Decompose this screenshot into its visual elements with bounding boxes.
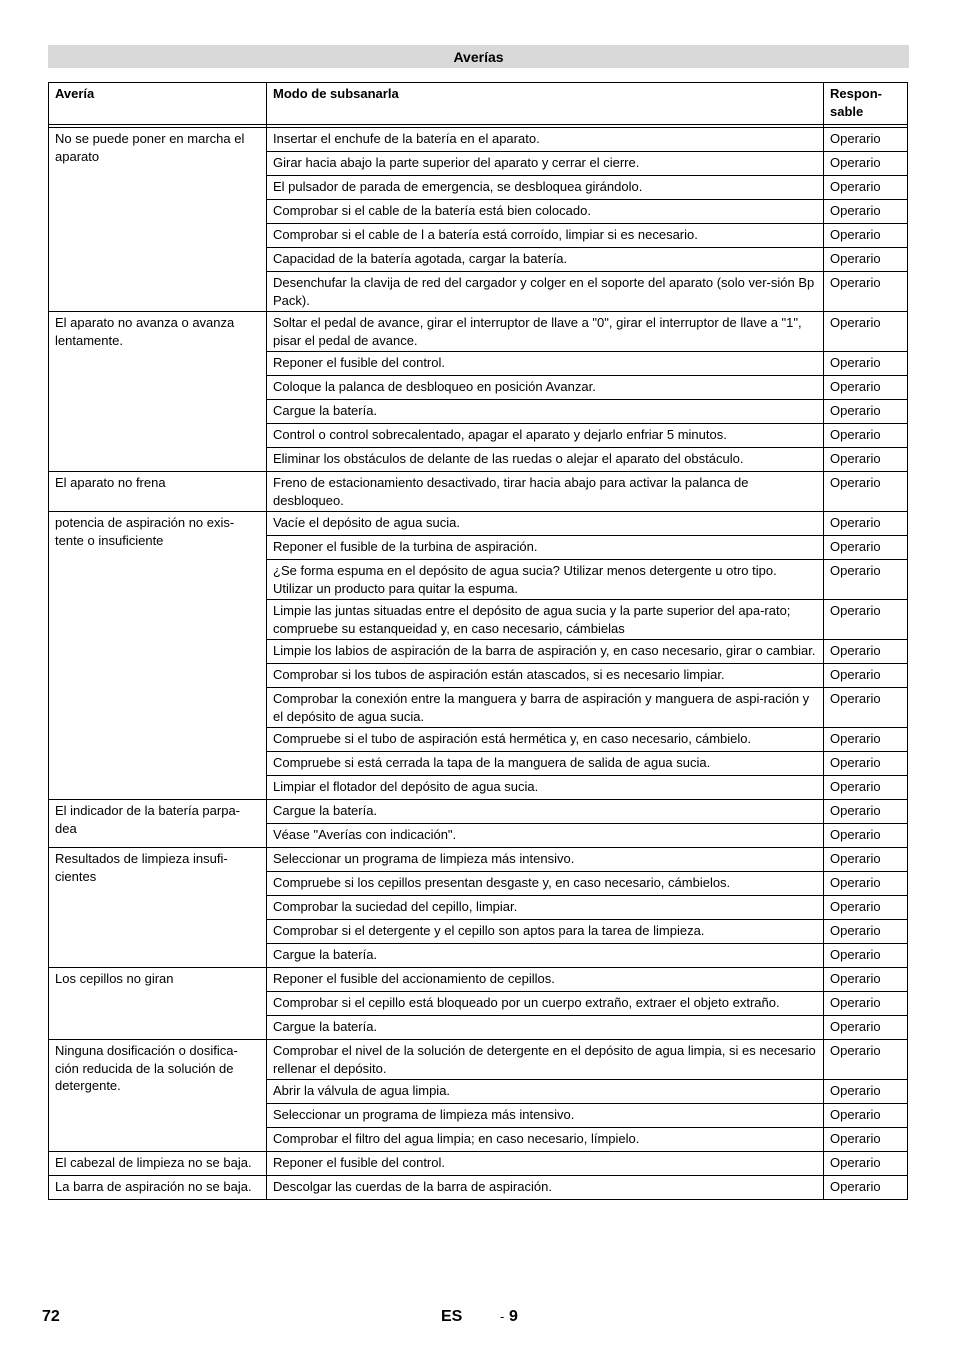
responsible-cell: Operario xyxy=(824,248,908,272)
remedy-cell: Desenchufar la clavija de red del cargador y colger en el soporte del aparato (solo ver-sión Bp Pack). xyxy=(267,272,824,312)
table-row xyxy=(49,1176,908,1200)
responsible-cell: Operario xyxy=(824,376,908,400)
language-code: ES xyxy=(441,1308,463,1325)
responsible-cell: Operario xyxy=(824,896,908,920)
remedy-cell: Coloque la palanca de desbloqueo en posición Avanzar. xyxy=(267,376,824,400)
responsible-cell: Operario xyxy=(824,1104,908,1128)
responsible-cell: Operario xyxy=(824,776,908,800)
remedy-cell: Control o control sobrecalentado, apagar el aparato y dejarlo enfriar 5 minutos. xyxy=(267,424,824,448)
table-row xyxy=(49,800,908,824)
faults-table-body xyxy=(49,128,908,1200)
fault-cell: El aparato no frena xyxy=(49,472,267,512)
fault-cell: Los cepillos no giran xyxy=(49,968,267,1040)
responsible-cell: Operario xyxy=(824,424,908,448)
responsible-cell: Operario xyxy=(824,824,908,848)
remedy-cell: Reponer el fusible del control. xyxy=(267,352,824,376)
responsible-cell: Operario xyxy=(824,688,908,728)
remedy-cell: Vacíe el depósito de agua sucia. xyxy=(267,512,824,536)
responsible-cell: Operario xyxy=(824,1176,908,1200)
responsible-cell: Operario xyxy=(824,352,908,376)
faults-table xyxy=(48,82,908,1200)
remedy-cell: Compruebe si el tubo de aspiración está hermética y, en caso necesario, cámbielo. xyxy=(267,728,824,752)
fault-cell: Ninguna dosificación o dosifica-ción reducida de la solución de detergente. xyxy=(49,1040,267,1152)
fault-cell: La barra de aspiración no se baja. xyxy=(49,1176,267,1200)
responsible-cell: Operario xyxy=(824,728,908,752)
remedy-cell: Comprobar la suciedad del cepillo, limpiar. xyxy=(267,896,824,920)
remedy-cell: Comprobar si el cepillo está bloqueado por un cuerpo extraño, extraer el objeto extraño. xyxy=(267,992,824,1016)
responsible-cell: Operario xyxy=(824,312,908,352)
remedy-cell: Comprobar el filtro del agua limpia; en caso necesario, límpielo. xyxy=(267,1128,824,1152)
remedy-cell: El pulsador de parada de emergencia, se desbloquea girándolo. xyxy=(267,176,824,200)
header-responsible: Respon- sable xyxy=(824,83,908,125)
responsible-cell: Operario xyxy=(824,400,908,424)
responsible-cell: Operario xyxy=(824,1080,908,1104)
responsible-cell: Operario xyxy=(824,176,908,200)
fault-cell: potencia de aspiración no exis-tente o insuficiente xyxy=(49,512,267,800)
table-row xyxy=(49,128,908,152)
fault-cell: No se puede poner en marcha el aparato xyxy=(49,128,267,312)
responsible-cell: Operario xyxy=(824,944,908,968)
remedy-cell: Eliminar los obstáculos de delante de las ruedas o alejar el aparato del obstáculo. xyxy=(267,448,824,472)
table-header-row xyxy=(49,83,908,125)
remedy-cell: Limpiar el flotador del depósito de agua sucia. xyxy=(267,776,824,800)
header-remedy: Modo de subsanarla xyxy=(267,83,824,125)
remedy-cell: Capacidad de la batería agotada, cargar la batería. xyxy=(267,248,824,272)
responsible-cell: Operario xyxy=(824,1152,908,1176)
remedy-cell: Girar hacia abajo la parte superior del aparato y cerrar el cierre. xyxy=(267,152,824,176)
responsible-cell: Operario xyxy=(824,992,908,1016)
responsible-cell: Operario xyxy=(824,752,908,776)
responsible-cell: Operario xyxy=(824,872,908,896)
responsible-cell: Operario xyxy=(824,1128,908,1152)
responsible-cell: Operario xyxy=(824,848,908,872)
responsible-cell: Operario xyxy=(824,1040,908,1080)
remedy-cell: Comprobar si el cable de l a batería está corroído, limpiar si es necesario. xyxy=(267,224,824,248)
responsible-cell: Operario xyxy=(824,560,908,600)
remedy-cell: Freno de estacionamiento desactivado, tirar hacia abajo para activar la palanca de desbloqueo. xyxy=(267,472,824,512)
responsible-cell: Operario xyxy=(824,224,908,248)
remedy-cell: Cargue la batería. xyxy=(267,400,824,424)
remedy-cell: Insertar el enchufe de la batería en el aparato. xyxy=(267,128,824,152)
remedy-cell: Comprobar la conexión entre la manguera y barra de aspiración y manguera de aspi-ración y el depósito de agua sucia. xyxy=(267,688,824,728)
responsible-cell: Operario xyxy=(824,968,908,992)
remedy-cell: Limpie las juntas situadas entre el depósito de agua sucia y la parte superior del apa-rato; compruebe su estanqueidad y, en caso necesario, cámbielas xyxy=(267,600,824,640)
responsible-cell: Operario xyxy=(824,448,908,472)
header-fault: Avería xyxy=(49,83,267,125)
table-row xyxy=(49,1040,908,1080)
table-row xyxy=(49,472,908,512)
remedy-cell: Comprobar si los tubos de aspiración están atascados, si es necesario limpiar. xyxy=(267,664,824,688)
remedy-cell: Soltar el pedal de avance, girar el interruptor de llave a "0", girar el interruptor de llave a "1", pisar el pedal de avance. xyxy=(267,312,824,352)
section-number: 9 xyxy=(509,1308,518,1325)
remedy-cell: Cargue la batería. xyxy=(267,944,824,968)
remedy-cell: Comprobar si el detergente y el cepillo son aptos para la tarea de limpieza. xyxy=(267,920,824,944)
remedy-cell: ¿Se forma espuma en el depósito de agua sucia? Utilizar menos detergente u otro tipo. Utilizar un producto para quitar la espuma. xyxy=(267,560,824,600)
remedy-cell: Abrir la válvula de agua limpia. xyxy=(267,1080,824,1104)
fault-cell: El indicador de la batería parpa-dea xyxy=(49,800,267,848)
responsible-cell: Operario xyxy=(824,1016,908,1040)
responsible-cell: Operario xyxy=(824,152,908,176)
responsible-cell: Operario xyxy=(824,800,908,824)
table-row xyxy=(49,312,908,352)
responsible-cell: Operario xyxy=(824,272,908,312)
responsible-cell: Operario xyxy=(824,536,908,560)
remedy-cell: Comprobar el nivel de la solución de detergente en el depósito de agua limpia, si es necesario rellenar el depósito. xyxy=(267,1040,824,1080)
remedy-cell: Seleccionar un programa de limpieza más intensivo. xyxy=(267,848,824,872)
remedy-cell: Véase "Averías con indicación". xyxy=(267,824,824,848)
remedy-cell: Reponer el fusible de la turbina de aspiración. xyxy=(267,536,824,560)
section-title-bar xyxy=(48,45,909,68)
table-row xyxy=(49,968,908,992)
remedy-cell: Seleccionar un programa de limpieza más intensivo. xyxy=(267,1104,824,1128)
footer-separator: - xyxy=(500,1309,505,1324)
table-row xyxy=(49,512,908,536)
responsible-cell: Operario xyxy=(824,920,908,944)
responsible-cell: Operario xyxy=(824,128,908,152)
responsible-cell: Operario xyxy=(824,664,908,688)
remedy-cell: Compruebe si los cepillos presentan desgaste y, en caso necesario, cámbielos. xyxy=(267,872,824,896)
remedy-cell: Comprobar si el cable de la batería está bien colocado. xyxy=(267,200,824,224)
fault-cell: El aparato no avanza o avanza lentamente. xyxy=(49,312,267,472)
remedy-cell: Compruebe si está cerrada la tapa de la manguera de salida de agua sucia. xyxy=(267,752,824,776)
responsible-cell: Operario xyxy=(824,640,908,664)
remedy-cell: Cargue la batería. xyxy=(267,1016,824,1040)
remedy-cell: Reponer el fusible del accionamiento de cepillos. xyxy=(267,968,824,992)
remedy-cell: Descolgar las cuerdas de la barra de aspiración. xyxy=(267,1176,824,1200)
responsible-cell: Operario xyxy=(824,512,908,536)
section-title: Averías xyxy=(453,48,504,65)
responsible-cell: Operario xyxy=(824,472,908,512)
remedy-cell: Reponer el fusible del control. xyxy=(267,1152,824,1176)
fault-cell: El cabezal de limpieza no se baja. xyxy=(49,1152,267,1176)
page-number: 72 xyxy=(42,1308,60,1325)
remedy-cell: Limpie los labios de aspiración de la barra de aspiración y, en caso necesario, girar o cambiar. xyxy=(267,640,824,664)
responsible-cell: Operario xyxy=(824,600,908,640)
remedy-cell: Cargue la batería. xyxy=(267,800,824,824)
fault-cell: Resultados de limpieza insufi-cientes xyxy=(49,848,267,968)
table-row xyxy=(49,1152,908,1176)
table-row xyxy=(49,848,908,872)
responsible-cell: Operario xyxy=(824,200,908,224)
